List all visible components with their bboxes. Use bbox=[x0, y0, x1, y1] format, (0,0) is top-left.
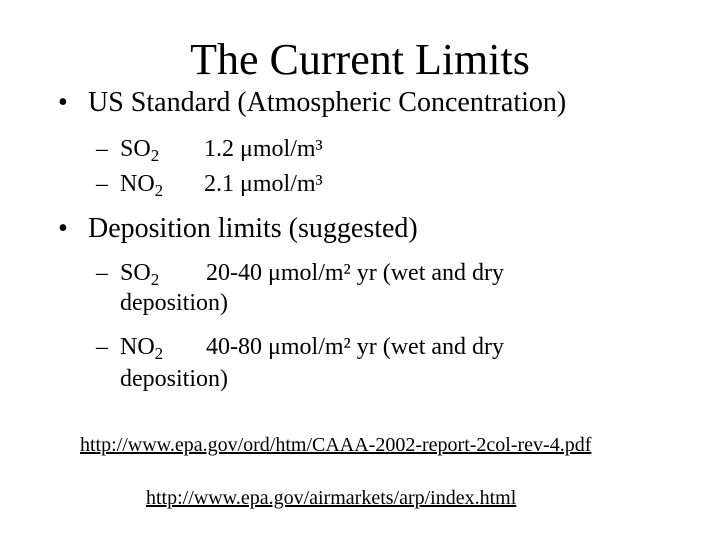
limit-value: 2.1 μmol/m³ bbox=[204, 171, 323, 197]
continuation-text: deposition) bbox=[120, 366, 228, 392]
dash-marker: – bbox=[96, 260, 108, 286]
limit-value: 1.2 μmol/m³ bbox=[204, 136, 323, 162]
bullet-marker: • bbox=[58, 87, 68, 118]
chem-label: $SO_2$ bbox=[120, 136, 160, 165]
slide-title: The Current Limits bbox=[190, 35, 530, 84]
dash-marker: – bbox=[96, 334, 108, 360]
bullet-text: US Standard (Atmospheric Concentration) bbox=[88, 87, 567, 118]
dash-marker: – bbox=[96, 136, 108, 162]
epa-arp-link[interactable]: http://www.epa.gov/airmarkets/arp/index.html bbox=[146, 487, 517, 509]
chem-label: $NO_2$ bbox=[120, 171, 164, 200]
limit-value: 40-80 μmol/m² yr (wet and dry bbox=[206, 334, 505, 360]
epa-report-link[interactable]: http://www.epa.gov/ord/htm/CAAA-2002-report-2col-rev-4.pdf bbox=[80, 434, 592, 456]
bullet-text: Deposition limits (suggested) bbox=[88, 213, 418, 244]
bullet-marker: • bbox=[58, 213, 68, 244]
dash-marker: – bbox=[96, 171, 108, 197]
limit-value: 20-40 μmol/m² yr (wet and dry bbox=[206, 260, 505, 286]
chem-label: $SO_2$ bbox=[120, 260, 160, 289]
continuation-text: deposition) bbox=[120, 290, 228, 316]
chem-label: $NO_2$ bbox=[120, 334, 164, 363]
